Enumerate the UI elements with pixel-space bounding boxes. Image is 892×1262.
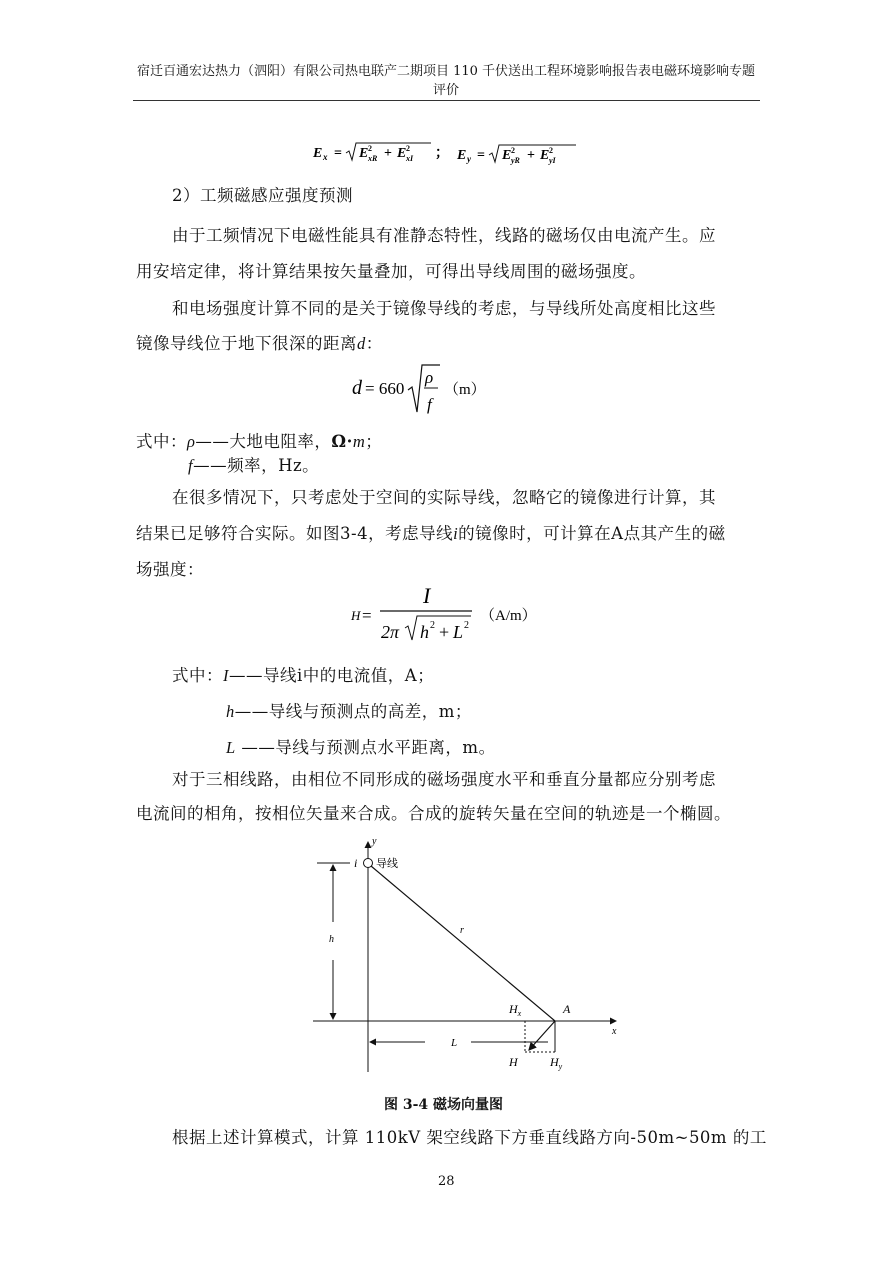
h-den-h: h [420, 622, 429, 642]
header-divider [133, 100, 760, 101]
para2-line1: 和电场强度计算不同的是关于镜像导线的考虑，与导线所处高度相比这些 [172, 299, 716, 318]
d-eq: = 660 [365, 379, 405, 398]
where1-rho [136, 428, 382, 452]
d-den: f [427, 395, 432, 414]
ey-sub: y [467, 154, 471, 164]
where2-l [226, 734, 496, 758]
where1-f [188, 452, 319, 476]
rho-desc: ——大地电阻率， [195, 432, 332, 451]
para1-line1: 由于工频情况下电磁性能具有准静态特性，线路的磁场仅由电流产生。应 [172, 226, 716, 245]
h-den-2pi: 2π [381, 622, 400, 642]
ex-t1-sub: xR [368, 154, 378, 163]
var-d: d [357, 334, 366, 353]
page-number: 28 [438, 1174, 455, 1189]
ey-t1: E [502, 148, 512, 163]
ex-t2-sub: xI [406, 154, 414, 163]
h-vector-label: H [509, 1055, 518, 1069]
magnetic-vector-diagram [305, 832, 625, 1077]
formula-d [348, 360, 498, 420]
h-den-plus: + [439, 622, 450, 642]
l-symbol: L [226, 738, 236, 757]
d-unit: （m） [444, 382, 486, 398]
h-lhs: H [351, 608, 361, 623]
para3-line2-a: 结果已足够符合实际。如图3-4，考虑导线 [136, 524, 454, 543]
para2-colon: ： [365, 334, 383, 353]
i-desc: ——导线i中的电流值，A； [229, 666, 435, 685]
ex-eq: = [334, 146, 342, 161]
page-header: 宿迁百通宏达热力（泗阳）有限公司热电联产二期项目 110 千伏送出工程环境影响报告表电磁环境影响专题评价 [136, 64, 756, 98]
ex-sub: x [323, 152, 328, 162]
para3-line3: 场强度： [136, 560, 204, 579]
hx-label: $H_x$ [509, 1002, 522, 1018]
formula-separator: ； [435, 146, 449, 161]
y-axis-label: y [372, 836, 377, 847]
where2-i [172, 662, 434, 686]
h-den-L: L [453, 622, 464, 642]
ex-t1-sup: 2 [368, 144, 372, 153]
h-desc: ——导线与预测点的高差，m； [234, 702, 472, 721]
r-label: r [460, 925, 464, 936]
ey-plus: + [527, 148, 535, 163]
h-num: I [423, 583, 431, 608]
ey-t1-sup: 2 [511, 146, 515, 155]
ex-t2-sup: 2 [406, 144, 410, 153]
formula-h [345, 580, 555, 642]
figure-caption: 图 3-4 磁场向量图 [384, 1097, 504, 1113]
l-desc: ——导线与预测点水平距离，m。 [235, 738, 496, 757]
ex-t1: E [359, 146, 369, 161]
ex-plus: + [384, 146, 392, 161]
f-desc: ——频率，Hz。 [193, 456, 320, 475]
para2-text: 镜像导线位于地下很深的距离 [136, 334, 357, 353]
para1-line2: 用安培定律，将计算结果按矢量叠加，可得出导线周围的磁场强度。 [136, 262, 646, 281]
h-den-sup2: 2 [464, 620, 469, 631]
hy-label: $H_y$ [550, 1055, 563, 1071]
where2-prefix: 式中： [172, 666, 223, 685]
where-prefix: 式中： [136, 432, 187, 451]
para4-line1: 对于三相线路，由相位不同形成的磁场强度水平和垂直分量都应分别考虑 [172, 770, 716, 789]
ey-t1-sub: yR [511, 156, 520, 165]
section-title: 2）工频磁感应强度预测 [172, 186, 353, 205]
i-symbol: I [223, 666, 229, 685]
l-dim-label: L [451, 1037, 458, 1049]
para3-line2 [136, 520, 726, 544]
h-eq: = [362, 606, 372, 625]
conductor-label: 导线 [376, 858, 398, 870]
h-den-sup: 2 [430, 620, 435, 631]
d-num: ρ [425, 368, 434, 387]
ey-t2-sub: yI [549, 156, 556, 165]
d-lhs: d [352, 377, 362, 399]
h-vector [529, 1021, 555, 1050]
var-i: i [453, 524, 459, 543]
ey-eq: = [477, 148, 485, 163]
conductor-symbol: i [354, 856, 358, 870]
h-symbol: h [226, 702, 235, 721]
ey-t2-sup: 2 [549, 146, 553, 155]
f-symbol: f [188, 456, 194, 475]
rho-unit-a: Ω· [331, 432, 353, 451]
para4-line2: 电流间的相角，按相位矢量来合成。合成的旋转矢量在空间的轨迹是一个椭圆。 [136, 804, 731, 823]
rho-symbol: ρ [187, 432, 196, 451]
x-axis-label: x [612, 1026, 617, 1037]
para5-line1: 根据上述计算模式，计算 110kV 架空线路下方垂直线路方向-50m~50m 的工 [172, 1128, 767, 1147]
rho-unit-b: m [352, 432, 366, 451]
ey-lhs: E [457, 148, 467, 163]
point-a-label: A [563, 1002, 571, 1016]
ex-lhs: E [313, 146, 323, 161]
where2-h [226, 698, 472, 722]
rho-end: ； [365, 432, 383, 451]
para3-line2-b: 的镜像时，可计算在A点其产生的磁 [458, 524, 726, 543]
para2-line2 [136, 330, 383, 354]
formula-ex-ey [310, 138, 590, 168]
h-dim-label: h [329, 934, 334, 945]
ey-t2: E [540, 148, 550, 163]
h-unit: （A/m） [480, 608, 537, 624]
r-line [371, 866, 555, 1021]
ex-t2: E [397, 146, 407, 161]
para3-line1: 在很多情况下，只考虑处于空间的实际导线，忽略它的镜像进行计算，其 [172, 488, 716, 507]
